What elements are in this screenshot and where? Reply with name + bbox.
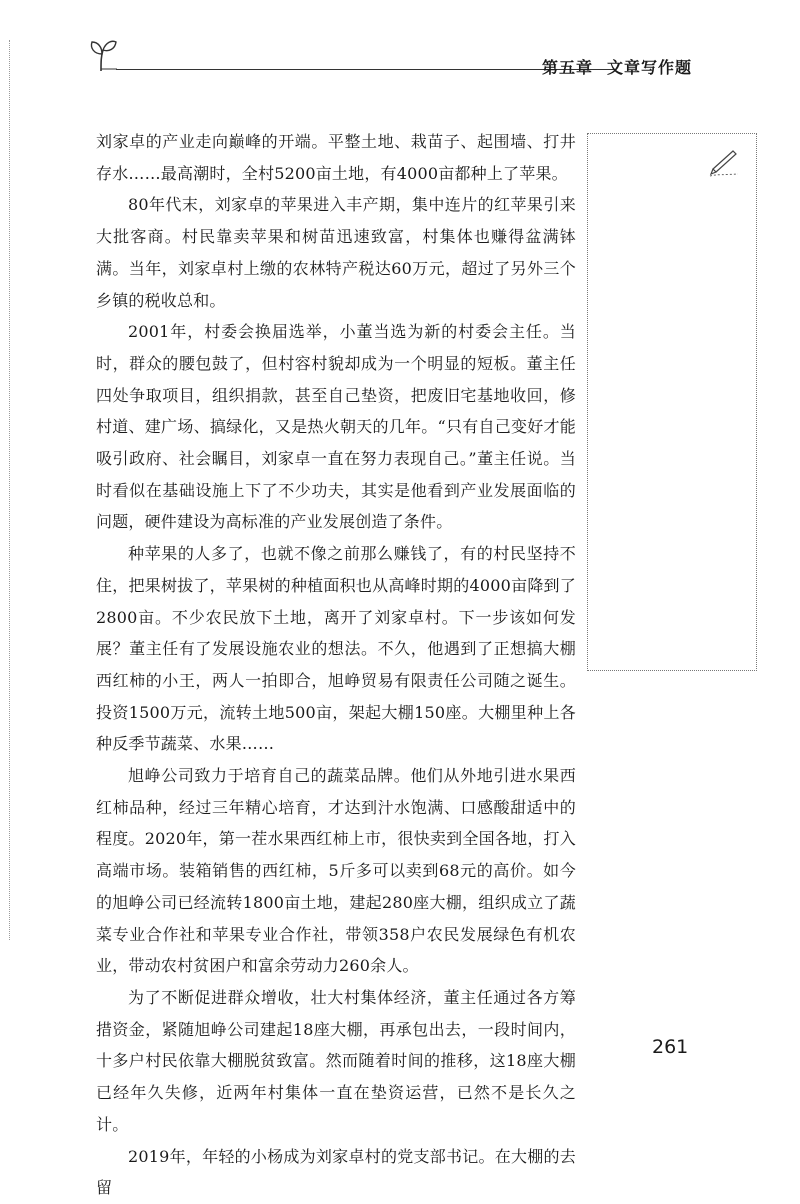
- chapter-heading: [542, 55, 706, 78]
- chapter-label: 第五章: [542, 58, 594, 77]
- chapter-title: 文章写作题: [607, 58, 693, 77]
- header-rule: [116, 69, 616, 70]
- binding-margin-line: [9, 40, 10, 940]
- paragraph: 为了不断促进群众增收，壮大村集体经济，董主任通过各方筹措资金，紧随旭峥公司建起18座大棚，再承包出去，一段时间内，十多户村民依靠大棚脱贫致富。然而随着时间的推移，这18座大棚已经年久失修，近两年村集体一直在垫资运营，已然不是长久之计。: [96, 987, 576, 1134]
- paragraph: 80年代末，刘家卓的苹果进入丰产期，集中连片的红苹果引来大批客商。村民靠卖苹果和树苗迅速致富，村集体也赚得盆满钵满。当年，刘家卓村上缴的农林特产税达60万元，超过了另外三个乡镇的税收总和。: [96, 195, 576, 310]
- body-text: [96, 126, 576, 1204]
- running-header: [88, 38, 708, 88]
- pen-icon: [707, 145, 741, 177]
- paragraph: 刘家卓的产业走向巅峰的开端。平整土地、栽苗子、起围墙、打井存水……最高潮时，全村5200亩土地，有4000亩都种上了苹果。: [96, 132, 576, 183]
- paragraph: 种苹果的人多了，也就不像之前那么赚钱了，有的村民坚持不住，把果树拔了，苹果树的种植面积也从高峰时期的4000亩降到了2800亩。不少农民放下土地，离开了刘家卓村。下一步该如何发展？董主任有了发展设施农业的想法。不久，他遇到了正想搞大棚西红柿的小王，两人一拍即合，旭峥贸易有限责任公司随之诞生。投资1500万元，流转土地500亩，架起大棚150座。大棚里种上各种反季节蔬菜、水果……: [96, 544, 576, 754]
- page-number: 261: [652, 1036, 689, 1058]
- margin-note-box: [587, 133, 757, 671]
- paragraph: 2019年，年轻的小杨成为刘家卓村的党支部书记。在大棚的去留: [96, 1146, 576, 1198]
- paragraph: 旭峥公司致力于培育自己的蔬菜品牌。他们从外地引进水果西红柿品种，经过三年精心培育，才达到汁水饱满、口感酸甜适中的程度。2020年，第一茬水果西红柿上市，很快卖到全国各地，打入高端市场。装箱销售的西红柿，5斤多可以卖到68元的高价。如今的旭峥公司已经流转1800亩土地，建起280座大棚，组织成立了蔬菜专业合作社和苹果专业合作社，带领358户农民发展绿色有机农业，带动农村贫困户和富余劳动力260余人。: [96, 766, 576, 976]
- sprout-icon: [88, 38, 118, 72]
- paragraph: 2001年，村委会换届选举，小董当选为新的村委会主任。当时，群众的腰包鼓了，但村容村貌却成为一个明显的短板。董主任四处争取项目，组织捐款，甚至自己垫资，把废旧宅基地收回，修村道、建广场、搞绿化，又是热火朝天的几年。“只有自己变好才能吸引政府、社会瞩目，刘家卓一直在努力表现自己。”董主任说。当时看似在基础设施上下了不少功夫，其实是他看到产业发展面临的问题，硬件建设为高标准的产业发展创造了条件。: [96, 322, 576, 532]
